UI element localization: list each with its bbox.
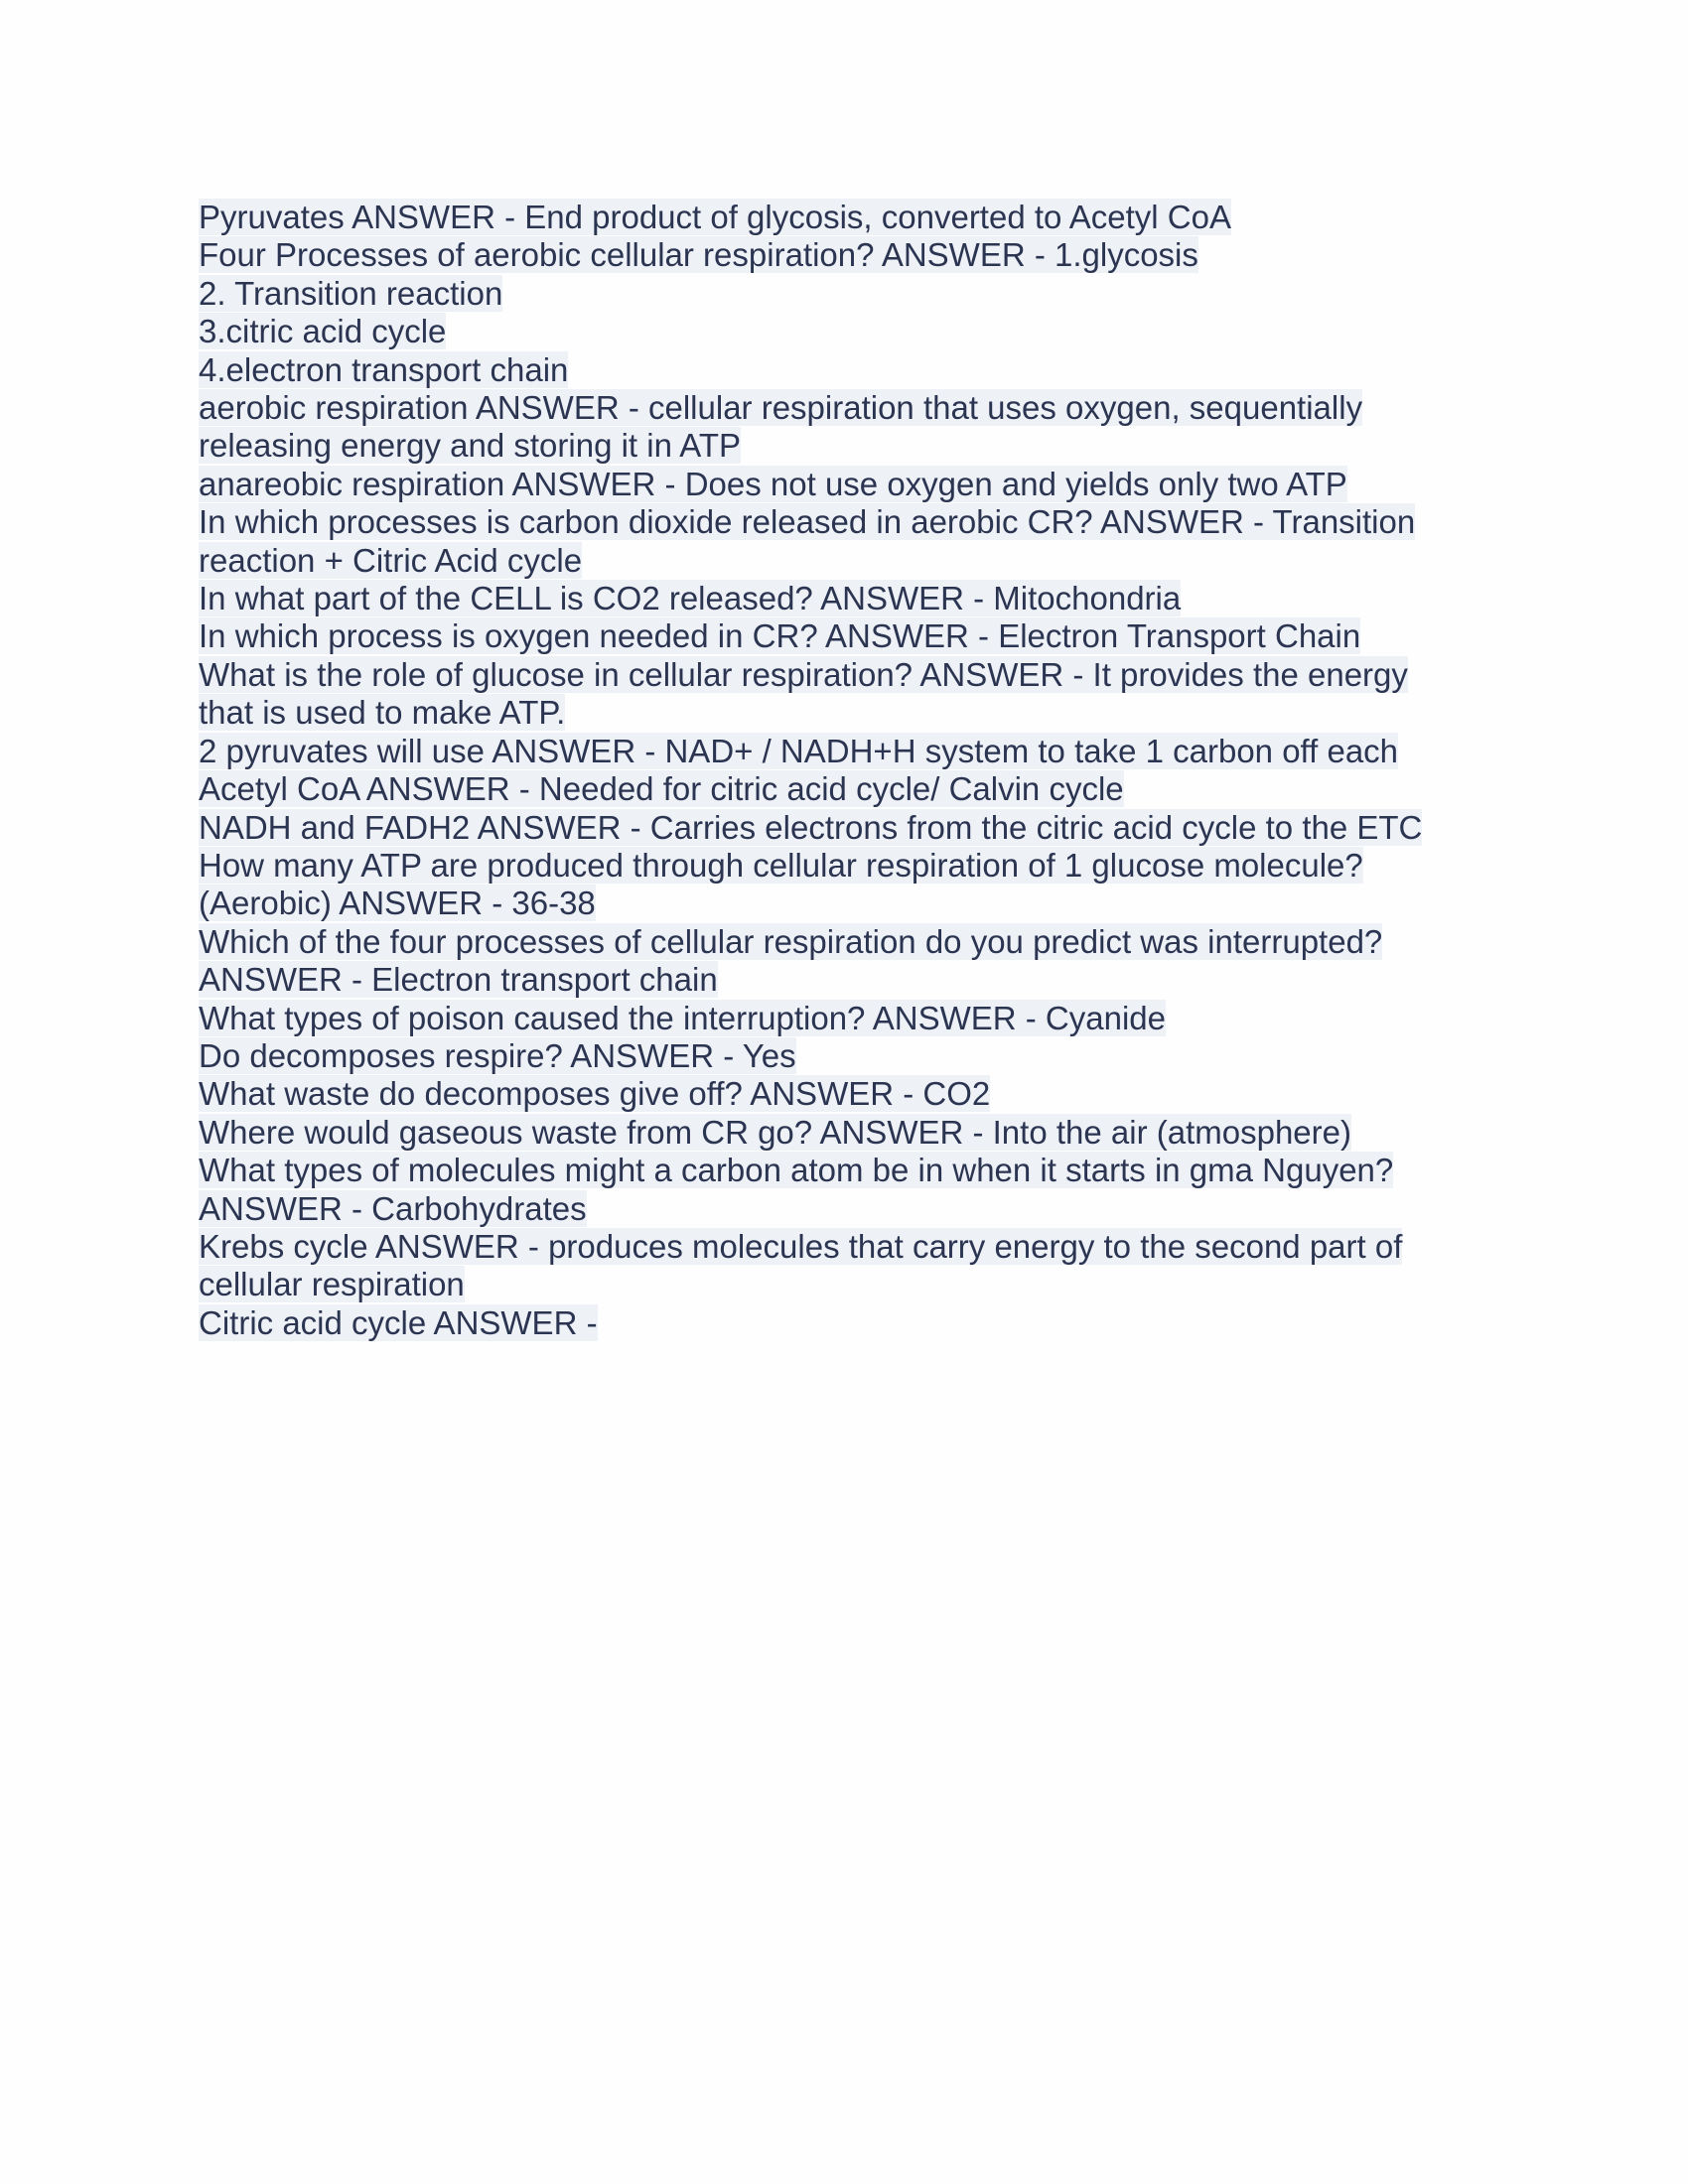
line-text: 3.citric acid cycle [199,313,447,350]
text-line [199,809,1479,847]
line-text: What waste do decomposes give off? ANSWER - CO2 [199,1075,991,1113]
text-line [199,733,1479,770]
text-line [199,961,1479,999]
text-line [199,847,1479,885]
text-line [199,1266,1479,1303]
line-text: Citric acid cycle ANSWER - [199,1303,598,1341]
text-line [199,656,1479,694]
line-text: anareobic respiration ANSWER - Does not use oxygen and yields only two ATP [199,465,1347,502]
line-text: (Aerobic) ANSWER - 36-38 [199,885,596,922]
line-text: NADH and FADH2 ANSWER - Carries electrons from the citric acid cycle to the ETC [199,808,1423,846]
text-line [199,694,1479,732]
line-text: Acetyl CoA ANSWER - Needed for citric acid cycle/ Calvin cycle [199,770,1124,808]
text-line [199,580,1479,617]
line-text: What types of molecules might a carbon atom be in when it starts in gma Nguyen? [199,1152,1394,1189]
text-line [199,313,1479,350]
text-line [199,1037,1479,1075]
text-line [199,389,1479,427]
text-line [199,770,1479,808]
line-text: cellular respiration [199,1266,465,1303]
line-text: ANSWER - Carbohydrates [199,1189,587,1227]
text-line [199,1228,1479,1266]
text-line [199,351,1479,389]
line-text: In which process is oxygen needed in CR? ANSWER - Electron Transport Chain [199,617,1361,655]
text-line [199,885,1479,922]
line-text: aerobic respiration ANSWER - cellular respiration that uses oxygen, sequentially [199,389,1363,427]
text-line [199,1075,1479,1113]
text-line [199,542,1479,580]
line-text: 2. Transition reaction [199,274,503,312]
line-text: that is used to make ATP. [199,694,566,732]
text-line [199,199,1479,236]
line-text: ANSWER - Electron transport chain [199,961,718,999]
line-text: Pyruvates ANSWER - End product of glycosis, converted to Acetyl CoA [199,199,1231,235]
text-line [199,503,1479,541]
text-line [199,236,1479,274]
text-line [199,617,1479,655]
line-text: Where would gaseous waste from CR go? ANSWER - Into the air (atmosphere) [199,1113,1351,1151]
line-text: reaction + Citric Acid cycle [199,541,583,579]
text-line [199,1152,1479,1189]
line-text: What is the role of glucose in cellular respiration? ANSWER - It provides the energy [199,655,1408,693]
line-text: In which processes is carbon dioxide released in aerobic CR? ANSWER - Transition [199,503,1416,541]
line-text: In what part of the CELL is CO2 released? ANSWER - Mitochondria [199,580,1182,617]
text-line [199,1000,1479,1037]
text-line [199,427,1479,465]
line-text: Which of the four processes of cellular respiration do you predict was interrupted? [199,922,1383,960]
qa-text-block [199,199,1479,1342]
line-text: Four Processes of aerobic cellular respiration? ANSWER - 1.glycosis [199,236,1198,274]
line-text: 2 pyruvates will use ANSWER - NAD+ / NADH+H system to take 1 carbon off each [199,732,1399,769]
line-text: 4.electron transport chain [199,350,569,388]
line-text: Krebs cycle ANSWER - produces molecules that carry energy to the second part of [199,1227,1403,1265]
text-line [199,923,1479,961]
line-text: releasing energy and storing it in ATP [199,427,742,465]
text-line [199,1190,1479,1228]
text-line [199,275,1479,313]
text-line [199,1114,1479,1152]
line-text: What types of poison caused the interruption? ANSWER - Cyanide [199,999,1166,1036]
text-line [199,466,1479,503]
line-text: How many ATP are produced through cellular respiration of 1 glucose molecule? [199,846,1363,884]
text-line [199,1304,1479,1342]
line-text: Do decomposes respire? ANSWER - Yes [199,1036,796,1074]
